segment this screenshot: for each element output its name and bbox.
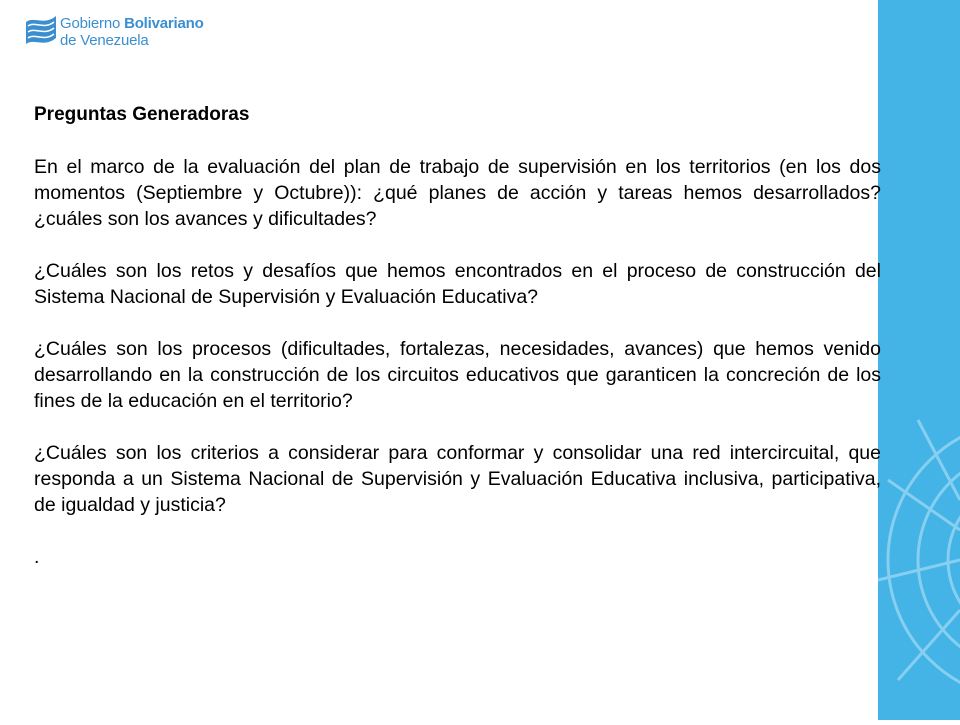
decorative-sidebar (878, 0, 960, 720)
paragraph-4: ¿Cuáles son los criterios a considerar para conformar y consolidar una red intercircuital, que responda a un Sistema Nacional de Supervisión y Evaluación Educativa inclusiva, participativa, de igualdad y justicia? (34, 442, 881, 516)
venezuela-flag-icon (24, 12, 58, 48)
gobierno-logo (24, 12, 224, 52)
trailing-dot: . (34, 546, 40, 568)
logo-line-1: Gobierno Bolivariano (60, 15, 204, 32)
circle-pattern-icon (878, 0, 960, 720)
slide-title: Preguntas Generadoras (34, 104, 250, 125)
paragraph-2: ¿Cuáles son los retos y desafíos que hemos encontrados en el proceso de construcción del Sistema Nacional de Supervisión y Evaluación Educativa? (34, 260, 881, 308)
slide-content (34, 102, 881, 570)
paragraph-1: En el marco de la evaluación del plan de trabajo de supervisión en los territorios (en los dos momentos (Septiembre y Octubre)): ¿qué planes de acción y tareas hemos desarrollados? ¿cuáles son los avances y dificultades? (34, 156, 881, 230)
logo-line-2: de Venezuela (60, 32, 149, 49)
paragraph-3: ¿Cuáles son los procesos (dificultades, fortalezas, necesidades, avances) que hemos venido desarrollando en la construcción de los circuitos educativos que garanticen la concreción de los fines de la educación en el territorio? (34, 338, 881, 412)
